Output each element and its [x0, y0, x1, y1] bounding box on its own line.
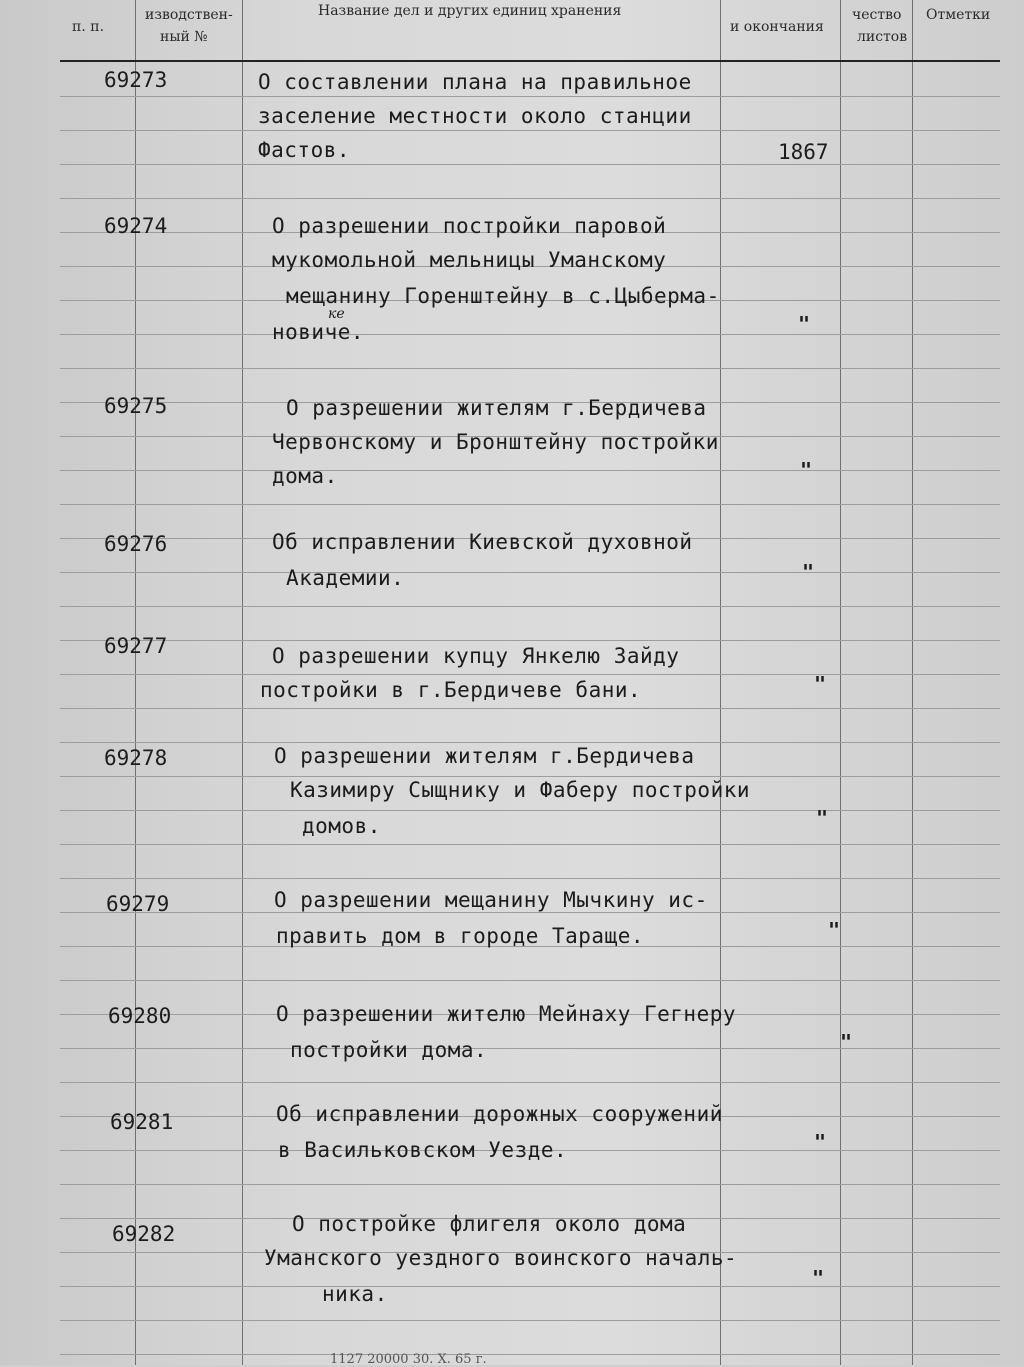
- entry-title-line: О разрешении мещанину Мычкину ис-: [274, 888, 708, 912]
- ditto-mark: ": [840, 1030, 853, 1054]
- print-footer: 1127 20000 30. X. 65 г.: [330, 1352, 487, 1367]
- ditto-mark: ": [828, 918, 841, 942]
- entry-title-line: О разрешении жителю Мейнаху Гегнеру: [276, 1002, 737, 1026]
- entry-number: 69276: [104, 532, 168, 556]
- ditto-mark: ": [802, 560, 815, 584]
- entry-title-line: Уманского уездного воинского началь-: [264, 1246, 738, 1270]
- ruled-line: [60, 878, 1000, 879]
- entry-title-line: править дом в городе Тараще.: [276, 924, 645, 948]
- header-col-count-2: листов: [857, 29, 908, 45]
- entry-number: 69273: [104, 68, 168, 92]
- entry-number: 69275: [104, 394, 168, 418]
- ruled-line: [60, 606, 1000, 607]
- ditto-mark: ": [798, 312, 811, 336]
- entry-title-line: Об исправлении дорожных сооружений: [276, 1102, 723, 1126]
- entry-number: 69278: [104, 746, 168, 770]
- entry-title-line: мещанину Горенштейну в с.Цыберма-: [286, 284, 720, 308]
- ruled-line: [60, 1354, 1000, 1355]
- entry-title-line: Фастов.: [258, 138, 351, 162]
- header-col-np: п. п.: [72, 19, 105, 35]
- ditto-mark: ": [814, 672, 827, 696]
- ruled-line: [60, 1286, 1000, 1287]
- header-col-count-1: чество: [852, 7, 902, 23]
- ruled-line: [60, 708, 1000, 709]
- ruled-line: [60, 742, 1000, 743]
- column-rule: [912, 0, 913, 1365]
- entry-title-line: мукомольной мельницы Уманскому: [272, 248, 667, 272]
- ruled-line: [60, 164, 1000, 165]
- ruled-line: [60, 674, 1000, 675]
- ruled-line: [60, 980, 1000, 981]
- entry-number: 69281: [110, 1110, 174, 1134]
- ditto-mark: ": [816, 806, 829, 830]
- column-rule: [840, 0, 841, 1365]
- ruled-line: [60, 1082, 1000, 1083]
- header-col-proizv-1: изводствен-: [145, 7, 233, 23]
- entry-title-line: О постройке флигеля около дома: [292, 1212, 687, 1236]
- entry-title-line: Казимиру Сыщнику и Фаберу постройки: [290, 778, 751, 802]
- entry-title-line: новиче.: [272, 320, 365, 344]
- entry-title-line: домов.: [302, 814, 381, 838]
- ruled-line: [60, 572, 1000, 573]
- entry-title-line: дома.: [272, 464, 338, 488]
- entry-title-line: ника.: [322, 1282, 388, 1306]
- header-col-proizv-2: ный №: [160, 29, 208, 45]
- handwritten-correction: ке: [328, 306, 345, 322]
- ruled-line: [60, 96, 1000, 97]
- entry-number: 69277: [104, 634, 168, 658]
- entry-title-line: постройки дома.: [290, 1038, 488, 1062]
- entry-number: 69279: [106, 892, 170, 916]
- entry-title-line: О разрешении постройки паровой: [272, 214, 667, 238]
- ruled-line: [60, 334, 1000, 335]
- column-rule: [242, 0, 243, 1365]
- entry-number: 69282: [112, 1222, 176, 1246]
- ruled-line: [60, 1184, 1000, 1185]
- ditto-mark: ": [800, 458, 813, 482]
- header-col-end: и окончания: [730, 19, 824, 35]
- entry-title-line: О разрешении купцу Янкелю Зайду: [272, 644, 680, 668]
- ruled-line: [60, 198, 1000, 199]
- ruled-line: [60, 844, 1000, 845]
- entry-title-line: О разрешении жителям г.Бердичева: [274, 744, 695, 768]
- entry-title-line: в Васильковском Уезде.: [278, 1138, 568, 1162]
- header-col-name: Название дел и других единиц хранения: [318, 3, 622, 19]
- header-col-notes: Отметки: [926, 7, 991, 23]
- ruled-line: [60, 504, 1000, 505]
- entry-title-line: постройки в г.Бердичеве бани.: [260, 678, 642, 702]
- ditto-mark: ": [814, 1130, 827, 1154]
- ruled-line: [60, 470, 1000, 471]
- entry-title-line: Академии.: [286, 566, 405, 590]
- column-rule: [135, 0, 136, 1365]
- header-bottom-rule: [60, 60, 1000, 62]
- ruled-line: [60, 130, 1000, 131]
- entry-title-line: О разрешении жителям г.Бердичева: [286, 396, 707, 420]
- entry-title-line: Червонскому и Бронштейну постройки: [272, 430, 719, 454]
- ruled-line: [60, 776, 1000, 777]
- entry-number: 69274: [104, 214, 168, 238]
- ruled-line: [60, 640, 1000, 641]
- ditto-mark: ": [812, 1266, 825, 1290]
- ruled-line: [60, 1320, 1000, 1321]
- ruled-line: [60, 1048, 1000, 1049]
- entry-title-line: заселение местности около станции: [258, 104, 692, 128]
- entry-end-date: 1867: [778, 140, 829, 164]
- entry-title-line: О составлении плана на правильное: [258, 70, 692, 94]
- ruled-line: [60, 810, 1000, 811]
- entry-title-line: Об исправлении Киевской духовной: [272, 530, 693, 554]
- ruled-line: [60, 368, 1000, 369]
- entry-number: 69280: [108, 1004, 172, 1028]
- column-rule: [720, 0, 721, 1365]
- ruled-line: [60, 912, 1000, 913]
